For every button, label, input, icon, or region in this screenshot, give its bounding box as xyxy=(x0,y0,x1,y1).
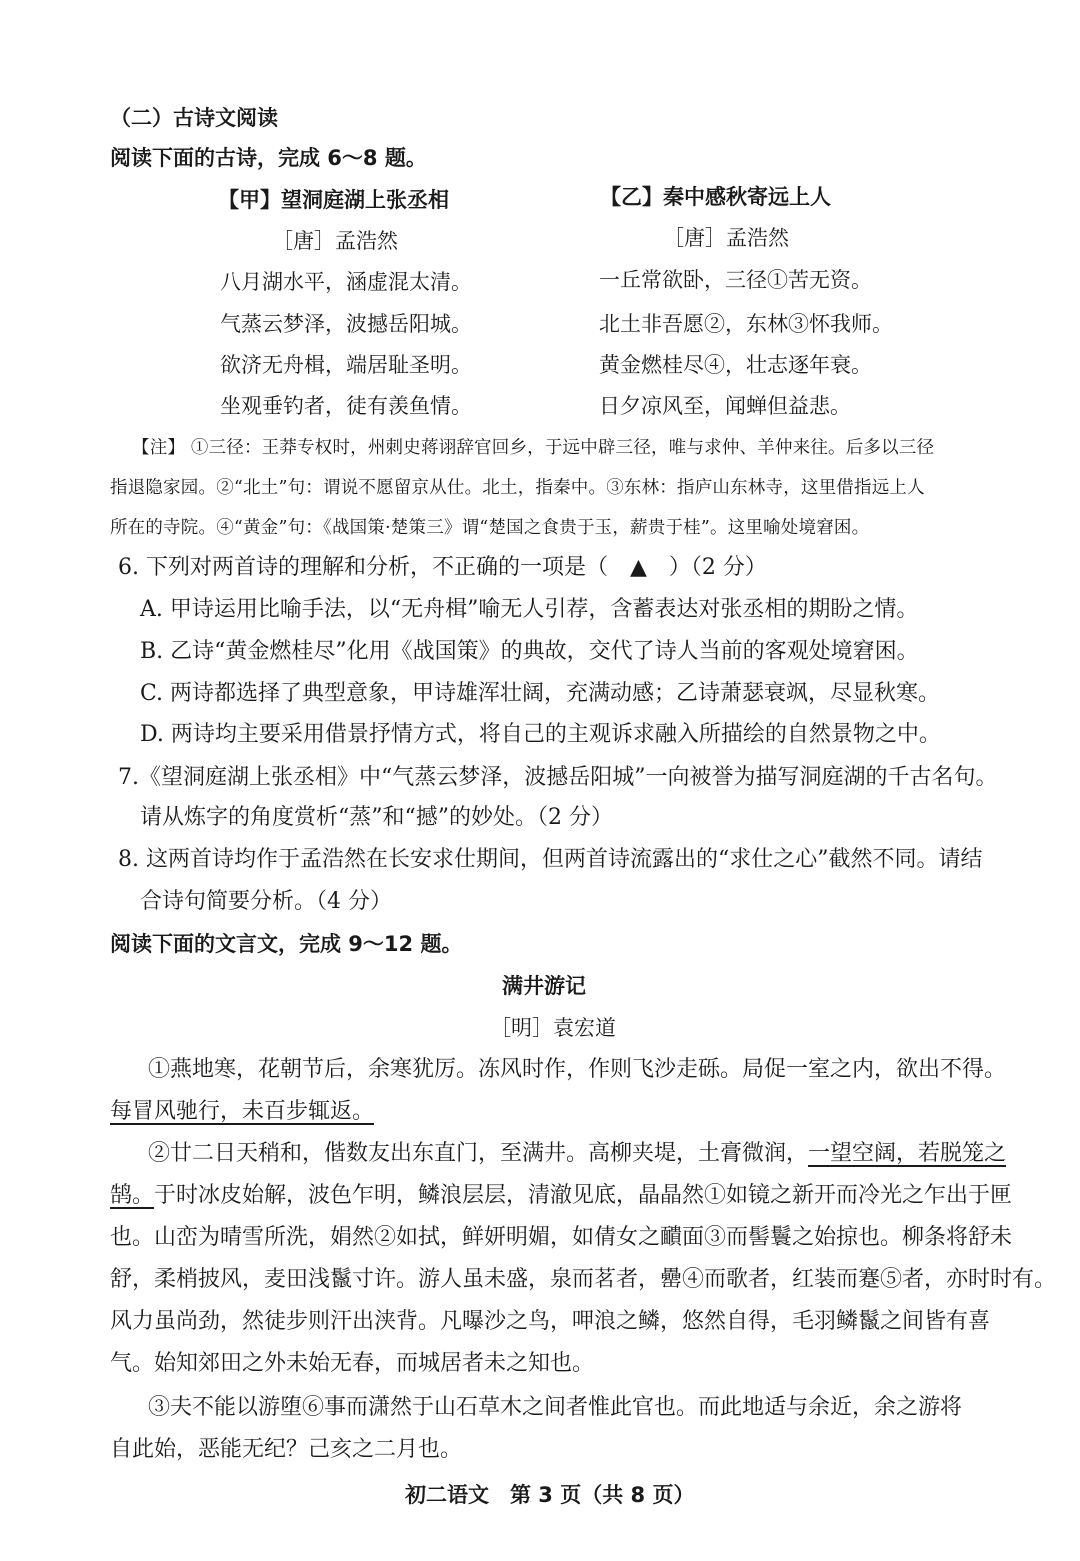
prose-instruction: 阅读下面的文言文，完成 9～12 题。 xyxy=(110,932,463,956)
note-line: 【注】 ①三径：王莽专权时，州刺史蒋诩辞官回乡，于远中辟三径，唯与求仲、羊仲来往。后多以三径 xyxy=(132,438,935,458)
prose-para2-line: 舒，柔梢披风，麦田浅鬣寸许。游人虽未盛，泉而茗者，罍④而歌者，红装而蹇⑤者，亦时时有。 xyxy=(110,1267,1057,1292)
prose-para2-line xyxy=(110,1181,1012,1211)
note-line: 所在的寺院。④“黄金”句：《战国策·楚策三》谓“楚国之食贵于玉，薪贵于桂”。这里喻处境窘困。 xyxy=(110,518,870,538)
prose-para3: ③夫不能以游堕⑥事而潇然于山石草木之间者惟此官也。而此地适与余近，余之游将 xyxy=(148,1395,963,1420)
q6-option-d: D. 两诗均主要采用借景抒情方式，将自己的主观诉求融入所描绘的自然景物之中。 xyxy=(140,722,941,747)
poem-yi-author: ［唐］孟浩然 xyxy=(663,226,789,250)
prose-para2-line: 风力虽尚劲，然徒步则汗出浃背。凡曝沙之鸟，呷浪之鳞，悠然自得，毛羽鳞鬣之间皆有喜 xyxy=(110,1309,991,1334)
section-title: （二）古诗文阅读 xyxy=(110,106,278,130)
poem-yi-line: 日夕凉风至，闻蝉但益悲。 xyxy=(599,394,851,418)
prose-para2-line: 气。始知郊田之外未始无春，而城居者未之知也。 xyxy=(110,1351,595,1376)
note-line: 指退隐家园。②“北土”句：谓说不愿留京从仕。北土，指秦中。③东林：指庐山东林寺，这里借指远上人 xyxy=(110,478,925,498)
q6-option-b: B. 乙诗“黄金燃桂尽”化用《战国策》的典故，交代了诗人当前的客观处境窘困。 xyxy=(140,639,919,664)
prose-para3-line: 自此始，恶能无纪？己亥之二月也。 xyxy=(110,1437,463,1462)
prose-author: ［明］袁宏道 xyxy=(490,1016,616,1040)
prose-text: ②廿二日天稍和，偕数友出东直门，至满井。高柳夹堤，土膏微润， xyxy=(148,1141,809,1166)
prose-para1: ①燕地寒，花朝节后，余寒犹厉。冻风时作，作则飞沙走砾。局促一室之内，欲出不得。 xyxy=(148,1057,1007,1082)
question-8-cont: 合诗句简要分析。（4 分） xyxy=(140,889,392,914)
q6-option-c: C. 两诗都选择了典型意象，甲诗雄浑壮阔，充满动感；乙诗萧瑟衰飒，尽显秋寒。 xyxy=(140,681,941,706)
poem-yi-line: 一丘常欲卧，三径①苦无资。 xyxy=(599,268,872,292)
prose-title: 满井游记 xyxy=(502,974,586,998)
question-6: 6. 下列对两首诗的理解和分析，不正确的一项是（ ▲ ）（2 分） xyxy=(118,555,767,580)
poem-jia-title: 【甲】望洞庭湖上张丞相 xyxy=(218,188,449,212)
poem-instruction: 阅读下面的古诗，完成 6～8 题。 xyxy=(110,146,427,170)
prose-underlined: 鹄。 xyxy=(110,1183,155,1208)
prose-underlined: 一望空阔，若脱笼之 xyxy=(808,1141,1007,1166)
q6-option-a: A. 甲诗运用比喻手法，以“无舟楫”喻无人引荐，含蓄表达对张丞相的期盼之情。 xyxy=(140,597,919,622)
poem-jia-line: 八月湖水平，涵虚混太清。 xyxy=(220,270,472,294)
prose-para1-underlined: 每冒风驰行，未百步辄返。 xyxy=(110,1099,375,1124)
poem-jia-line: 欲济无舟楫，端居耻圣明。 xyxy=(220,353,472,377)
page-footer: 初二语文 第 3 页（共 8 页） xyxy=(405,1483,695,1507)
poem-jia-line: 坐观垂钓者，徒有羡鱼情。 xyxy=(220,394,472,418)
poem-yi-title: 【乙】秦中感秋寄远上人 xyxy=(600,185,831,209)
prose-para2-line: 也。山峦为晴雪所洗，娟然②如拭，鲜妍明媚，如倩女之靧面③而髻鬟之始掠也。柳条将舒未 xyxy=(110,1225,1013,1250)
prose-para2 xyxy=(148,1139,1006,1169)
poem-yi-line: 黄金燃桂尽④，壮志逐年衰。 xyxy=(599,353,872,377)
poem-jia-author: ［唐］孟浩然 xyxy=(272,229,398,253)
prose-text: 于时冰皮始解，波色乍明，鳞浪层层，清澈见底，晶晶然①如镜之新开而冷光之乍出于匣 xyxy=(154,1183,1013,1208)
poem-jia-line: 气蒸云梦泽，波撼岳阳城。 xyxy=(220,312,472,336)
poem-yi-line: 北土非吾愿②，东林③怀我师。 xyxy=(599,312,893,336)
question-7: 7.《望洞庭湖上张丞相》中“气蒸云梦泽，波撼岳阳城”一向被誉为描写洞庭湖的千古名句。 xyxy=(118,765,998,790)
question-7-cont: 请从炼字的角度赏析“蒸”和“撼”的妙处。（2 分） xyxy=(140,805,613,830)
question-8: 8. 这两首诗均作于孟浩然在长安求仕期间，但两首诗流露出的“求仕之心”截然不同。请结 xyxy=(118,847,983,872)
